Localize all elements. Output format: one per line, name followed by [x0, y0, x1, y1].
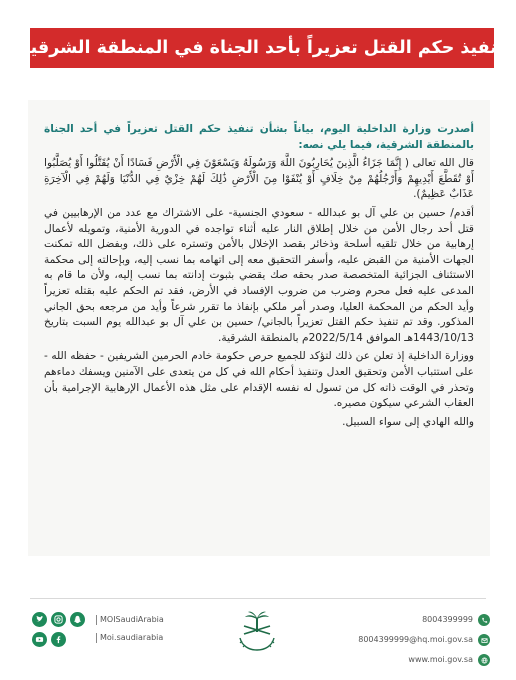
facebook-icon[interactable]: [51, 632, 66, 647]
handle-secondary[interactable]: Moi.saudiarabia: [100, 633, 164, 642]
phone-icon: [478, 614, 490, 626]
phone-number[interactable]: 8004399999: [422, 615, 473, 624]
social-icons: [32, 612, 85, 627]
statement-card: [28, 100, 490, 556]
email-address[interactable]: 8004399999@hq.moi.gov.sa: [358, 635, 473, 644]
handle-primary[interactable]: MOISaudiArabia: [100, 615, 164, 624]
ministry-emblem-icon: [232, 608, 282, 656]
statement-lead: أصدرت وزارة الداخلية اليوم، بياناً بشأن تنفيذ حكم القتل تعزيراً في أحد الجناة بالمنطقة الشرقية، فيما يلي نصه:: [44, 123, 474, 151]
statement-warning: ووزارة الداخلية إذ تعلن عن ذلك لتؤكد للجميع حرص حكومة خادم الحرمين الشريفين - حفظه الله - على استتباب الأمن وتحقيق العدل وتنفيذ أحكام الله في كل من يتعدى على الآمنين ويسفك دماءهم وتحذر في الوقت ذاته كل من تسول له نفسه الإقدام على مثل هذه الأعمال الإرهابية الإجرامية بأن العقاب الشرعي سيكون مصيره.: [44, 350, 474, 410]
social-handles: [96, 611, 164, 647]
footer-divider: [30, 598, 486, 599]
globe-icon: [478, 654, 490, 666]
separator: [96, 633, 97, 643]
social-icons-row-2: [32, 632, 66, 647]
quran-quote: قال الله تعالى ( إِنَّمَا جَزَاءُ الَّذِينَ يُحَارِبُونَ اللَّهَ وَرَسُولَهُ وَيَسْعَوْنَ فِي الْأَرْضِ فَسَادًا أَنْ يُقَتَّلُوا أَوْ يُصَلَّبُوا أَوْ تُقَطَّعَ أَيْدِيهِمْ وَأَرْجُلُهُمْ مِنْ خِلَافٍ أَوْ يُنْفَوْا مِنَ الْأَرْضِ ذَٰلِكَ لَهُمْ خِزْيٌ فِي الدُّنْيَا وَلَهُمْ فِي الْآخِرَةِ عَذَابٌ عَظِيمٌ).: [44, 157, 474, 201]
contact-info: [340, 610, 490, 670]
snapchat-icon[interactable]: [70, 612, 85, 627]
title-banner: [20, 28, 504, 68]
instagram-icon[interactable]: [51, 612, 66, 627]
separator: [96, 615, 97, 625]
statement-closing: والله الهادي إلى سواء السبيل.: [342, 415, 474, 428]
page-title: تنفيذ حكم القتل تعزيراً بأحد الجناة في المنطقة الشرقية: [20, 38, 504, 58]
statement-body: أقدم/ حسين بن علي آل بو عبدالله - سعودي الجنسية- على الاشتراك مع عدد من الإرهابيين في قتل أحد رجال الأمن من خلال إطلاق النار عليه أثناء تواجده في الدورية الأمنية، وتمويله لأعمال إرهابية من خلال تلقيه أسلحة وذخائر بقصد الإخلال بالأمن وتستره على ذلك، وبفضل الله تمكنت الجهات الأمنية من القبض عليه، وأسفر التحقيق معه إلى اتهامه بما نسب إليه، وبإحالته إلى محكمة الاستئناف الجزائية المتخصصة صدر بحقه صك يقضي بثبوت إدانته بما نسب إليه، ولأن ما قام به المدعى عليه فعل محرم وضرب من ضروب الإفساد في الأرض، فقد تم الحكم عليه بقتله تعزيراً وأيد الحكم من المحكمة العليا، وصدر أمر ملكي بإنفاذ ما تقرر شرعاً وأيد من مرجعه بحق الجاني المذكور. وقد تم تنفيذ حكم القتل تعزيراً بالجاني/ حسين بن علي آل بو عبدالله يوم السبت بتاريخ 1443/10/13هـ الموافق 2022/5/14م بالمنطقة الشرقية.: [44, 206, 474, 344]
twitter-icon[interactable]: [32, 612, 47, 627]
email-icon: [478, 634, 490, 646]
youtube-icon[interactable]: [32, 632, 47, 647]
website-link[interactable]: www.moi.gov.sa: [408, 655, 473, 664]
